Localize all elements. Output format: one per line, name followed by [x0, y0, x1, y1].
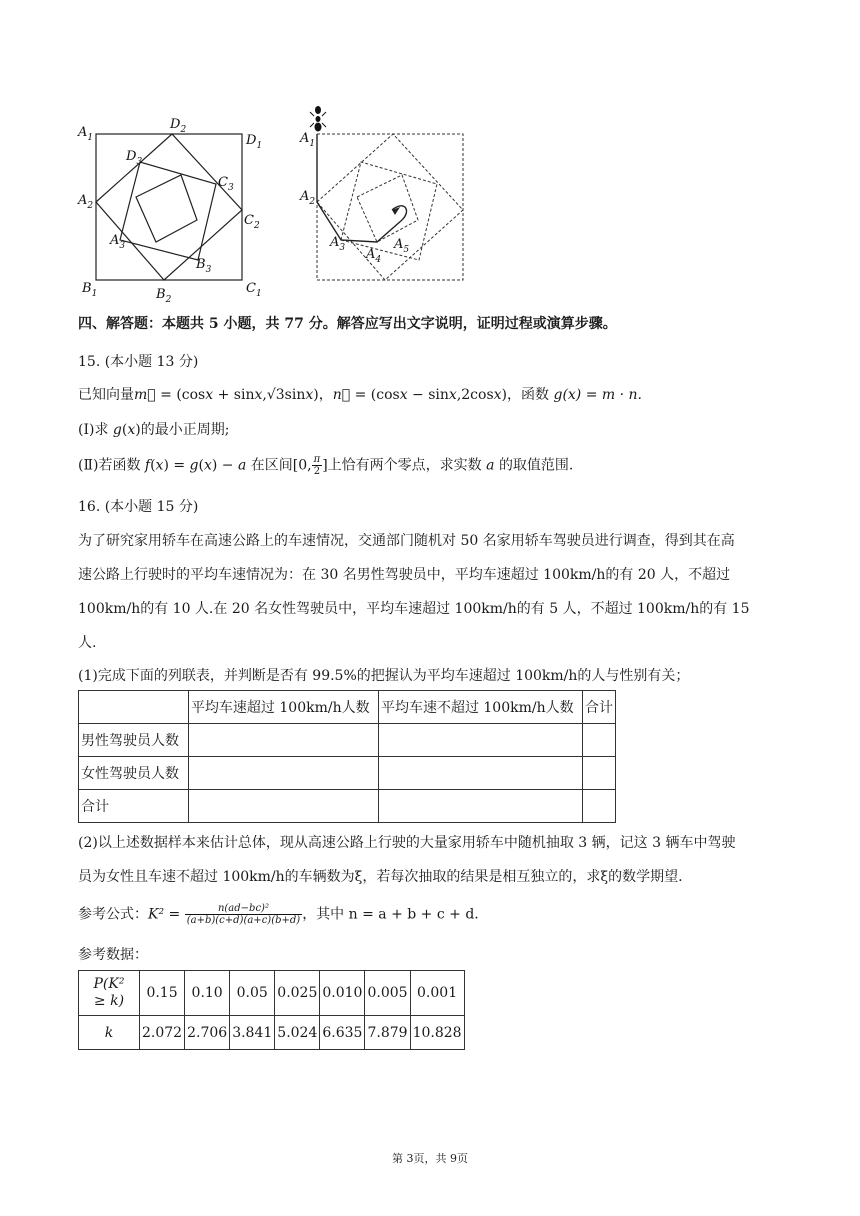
table-cell [582, 724, 615, 757]
vertex-label: $A_1$ [78, 125, 94, 143]
pi-over-2: $\frac{\pi}{2}$ [313, 454, 321, 477]
page-footer: 第 3页，共 9页 [392, 1152, 468, 1165]
k-value-cell: 10.828 [410, 1016, 464, 1050]
stem-text: )，函数 [501, 387, 554, 403]
reference-data-label: 参考数据： [78, 947, 148, 963]
stem-text: = (cos [354, 387, 400, 403]
heading-text: 分。解答应写出文字说明，证明过程或演算步骤。 [308, 316, 617, 332]
formula-lhs: K² = [148, 906, 181, 923]
table-cell [378, 757, 582, 790]
vertex-label: $B_2$ [156, 287, 172, 305]
part-text: 的取值范围. [498, 457, 574, 474]
table-row-label: 女性驾驶员人数 [79, 757, 189, 790]
p-value-cell: 0.15 [140, 971, 185, 1016]
heading-score: 77 [284, 316, 304, 332]
table-header-cell: 合计 [582, 691, 615, 724]
q16-part1: (1)完成下面的列联表，并判断是否有 99.5%的把握认为平均车速超过 100km/h的人与性别有关； [78, 668, 690, 684]
table-row-label: 男性驾驶员人数 [79, 724, 189, 757]
table-cell [188, 790, 378, 823]
table-cell [582, 790, 615, 823]
formula-denominator: (a+b)(c+d)(a+c)(b+d) [186, 915, 301, 926]
section-heading [78, 314, 617, 334]
reference-formula [78, 903, 479, 926]
table-cell [188, 757, 378, 790]
vertex-label: $A_2$ [78, 193, 94, 211]
q15-stem: 已知向量m⃗ = (cosx + sinx,√3sinx)，n⃗ = (cosx − sinx,2cosx)，函数 g(x) = m · n. [78, 387, 642, 403]
formula-fraction [185, 903, 302, 926]
vertex-label: $A_5$ [394, 237, 410, 255]
table-cell [378, 790, 582, 823]
vertex-label: $A_3$ [110, 233, 126, 251]
q15-title: 15. (本小题 13 分) [78, 354, 199, 370]
table-cell [378, 724, 582, 757]
part-text: (Ⅱ)若函数 [78, 457, 145, 474]
formula-label: 参考公式： [78, 906, 148, 923]
header-line: ≥ k) [93, 993, 125, 1009]
q16-title: 16. (本小题 15 分) [78, 499, 199, 515]
k-label-cell: k [79, 1016, 140, 1050]
vertex-label: $A_2$ [300, 189, 316, 207]
nested-squares-figure [72, 112, 272, 312]
k-value-cell: 2.706 [185, 1016, 230, 1050]
stem-text: ,√3sin [262, 387, 306, 403]
stem-text: − sin [407, 387, 449, 403]
stem-text: 已知向量 [78, 387, 134, 403]
table-cell [188, 724, 378, 757]
k-value-cell: 5.024 [275, 1016, 320, 1050]
part-text: 的最小正周期; [140, 422, 230, 438]
p-value-cell: 0.10 [185, 971, 230, 1016]
formula-numerator: n(ad−bc)² [185, 903, 302, 915]
contingency-table [78, 690, 616, 823]
table-cell [582, 757, 615, 790]
k-value-cell: 6.635 [320, 1016, 365, 1050]
k-value-cell: 7.879 [365, 1016, 410, 1050]
p-value-cell: 0.05 [230, 971, 275, 1016]
vector-m: m⃗ [134, 387, 156, 403]
vertex-label: $C_3$ [218, 175, 234, 193]
vertex-label: $A_1$ [300, 131, 316, 149]
vertex-label: $D_2$ [170, 117, 187, 135]
ant-icon [310, 106, 326, 132]
q16-para-3: 100km/h的有 10 人.在 20 名女性驾驶员中，平均车速超过 100km/h的有 5 人，不超过 100km/h的有 15 [78, 601, 750, 617]
vertex-label: $D_1$ [246, 133, 263, 151]
vector-n: n⃗ [332, 387, 351, 403]
part-text: ]上恰有两个零点，求实数 [322, 457, 487, 474]
heading-text: 小题，共 [223, 316, 280, 332]
p-value-cell: 0.005 [365, 971, 410, 1016]
vertex-label: $A_3$ [330, 235, 346, 253]
part-text: 在区间[0, [250, 457, 312, 474]
stem-text: = (cos [160, 387, 206, 403]
p-value-cell: 0.001 [410, 971, 464, 1016]
stem-text: g [553, 387, 563, 403]
q16-part2-line1: (2)以上述数据样本来估计总体，现从高速公路上行驶的大量家用轿车中随机抽取 3 辆，记这 3 辆车中驾驶 [78, 835, 736, 851]
table-header-cell [79, 971, 140, 1016]
table-header-cell [79, 691, 189, 724]
header-line: P(K² [93, 976, 125, 992]
vertex-label: $B_1$ [82, 281, 98, 299]
p-value-cell: 0.025 [275, 971, 320, 1016]
stem-text: (x) = m · n. [562, 387, 642, 403]
k-value-cell: 2.072 [140, 1016, 185, 1050]
q15-part2: (Ⅱ)若函数 f(x) = g(x) − a 在区间[0, $\frac{\pi}{2}$ ]上恰有两个零点，求实数 a 的取值范围. [78, 454, 574, 477]
stem-text: )， [313, 387, 333, 403]
stem-text: ,2cos [456, 387, 494, 403]
vertex-label: $C_2$ [244, 213, 260, 231]
table-header-cell: 平均车速超过 100km/h人数 [188, 691, 378, 724]
part-text: (Ⅰ)求 [78, 422, 113, 438]
table-row-label: 合计 [79, 790, 189, 823]
k-value-cell: 3.841 [230, 1016, 275, 1050]
table-header-cell: 平均车速不超过 100km/h人数 [378, 691, 582, 724]
q16-para-4: 人. [78, 635, 97, 651]
q16-part2-line2: 员为女性且车速不超过 100km/h的车辆数为ξ，若每次抽取的结果是相互独立的，求ξ的数学期望. [78, 869, 683, 885]
formula-suffix: ，其中 n = a + b + c + d. [302, 906, 479, 923]
ant-path-figure [292, 100, 472, 290]
chi-square-table [78, 970, 465, 1050]
vertex-label: $D_3$ [126, 149, 143, 167]
heading-count: 5 [208, 316, 219, 332]
q16-para-2: 速公路上行驶时的平均车速情况为：在 30 名男性驾驶员中，平均车速超过 100km/h的有 20 人，不超过 [78, 567, 731, 583]
q16-para-1: 为了研究家用轿车在高速公路上的车速情况，交通部门随机对 50 名家用轿车驾驶员进行调查，得到其在高 [78, 533, 735, 549]
vertex-label: $C_1$ [246, 281, 262, 299]
p-value-cell: 0.010 [320, 971, 365, 1016]
vertex-label: $A_4$ [366, 247, 382, 265]
heading-text: 四、解答题：本题共 [78, 316, 204, 332]
stem-text: + sin [213, 387, 255, 403]
q15-part1: (Ⅰ)求 g(x)的最小正周期; [78, 422, 230, 438]
vertex-label: $B_3$ [196, 257, 212, 275]
